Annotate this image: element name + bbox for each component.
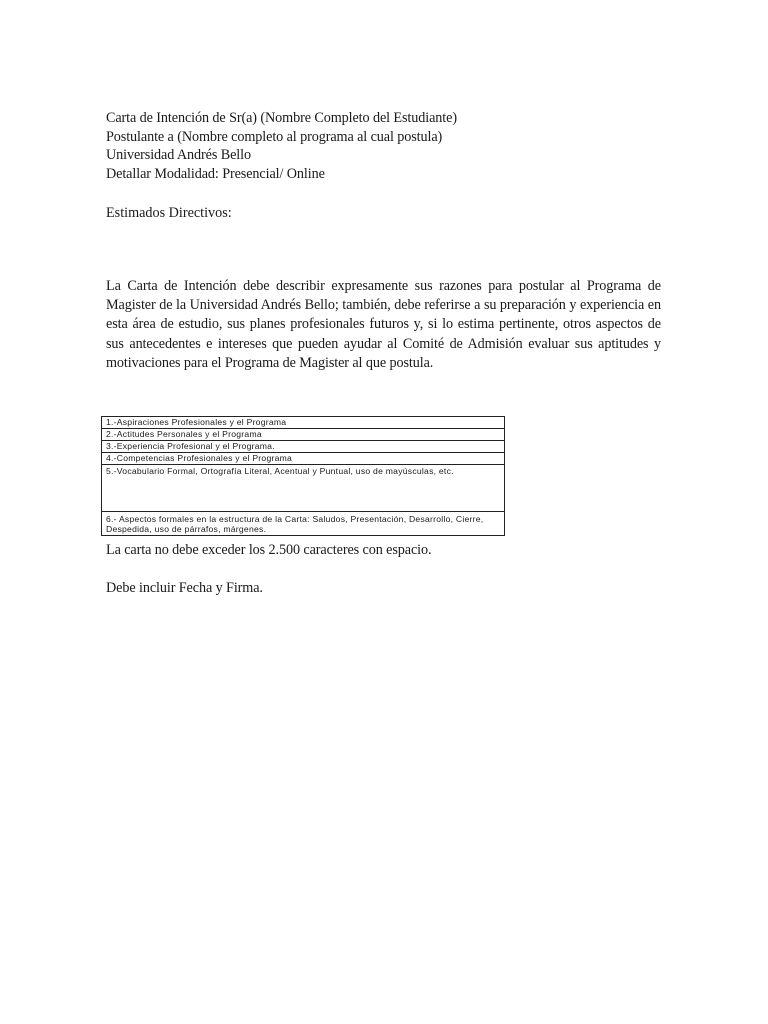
criteria-table — [101, 416, 505, 536]
table-row — [102, 441, 505, 453]
criteria-item-6: 6.- Aspectos formales en la estructura de la Carta: Saludos, Presentación, Desarrollo, Cierre, Despedida, uso de párrafos, márgenes. — [102, 512, 505, 536]
letter-header — [106, 109, 457, 184]
criteria-item-3: 3.-Experiencia Profesional y el Programa. — [102, 441, 505, 453]
table-row — [102, 512, 505, 536]
criteria-item-5: 5.-Vocabulario Formal, Ortografía Literal, Acentual y Puntual, uso de mayúsculas, etc. — [102, 465, 505, 512]
header-program-line: Postulante a (Nombre completo al programa al cual postula) — [106, 128, 443, 145]
table-row — [102, 417, 505, 429]
header-university-line: Universidad Andrés Bello — [106, 147, 251, 164]
header-modality-line: Detallar Modalidad: Presencial/ Online — [106, 166, 325, 183]
table-row — [102, 465, 505, 512]
signature-note: Debe incluir Fecha y Firma. — [106, 580, 263, 596]
criteria-item-2: 2.-Actitudes Personales y el Programa — [102, 429, 505, 441]
greeting: Estimados Directivos: — [106, 205, 232, 221]
criteria-item-1: 1.-Aspiraciones Profesionales y el Programa — [102, 417, 505, 429]
table-row — [102, 429, 505, 441]
criteria-item-4: 4.-Competencias Profesionales y el Programa — [102, 453, 505, 465]
header-title-line: Carta de Intención de Sr(a) (Nombre Completo del Estudiante) — [106, 110, 457, 126]
table-row — [102, 453, 505, 465]
length-limit-note: La carta no debe exceder los 2.500 caracteres con espacio. — [106, 542, 432, 558]
intro-paragraph: La Carta de Intención debe describir expresamente sus razones para postular al Programa de Magister de la Universidad Andrés Bello; también, debe referirse a su preparación y experiencia en esta área de estudio, sus planes profesionales futuros y, si lo estima pertinente, otros aspectos de sus antecedentes e intereses que pueden ayudar al Comité de Admisión evaluar sus aptitudes y motivaciones para el Programa de Magister al que postula. — [106, 278, 661, 371]
